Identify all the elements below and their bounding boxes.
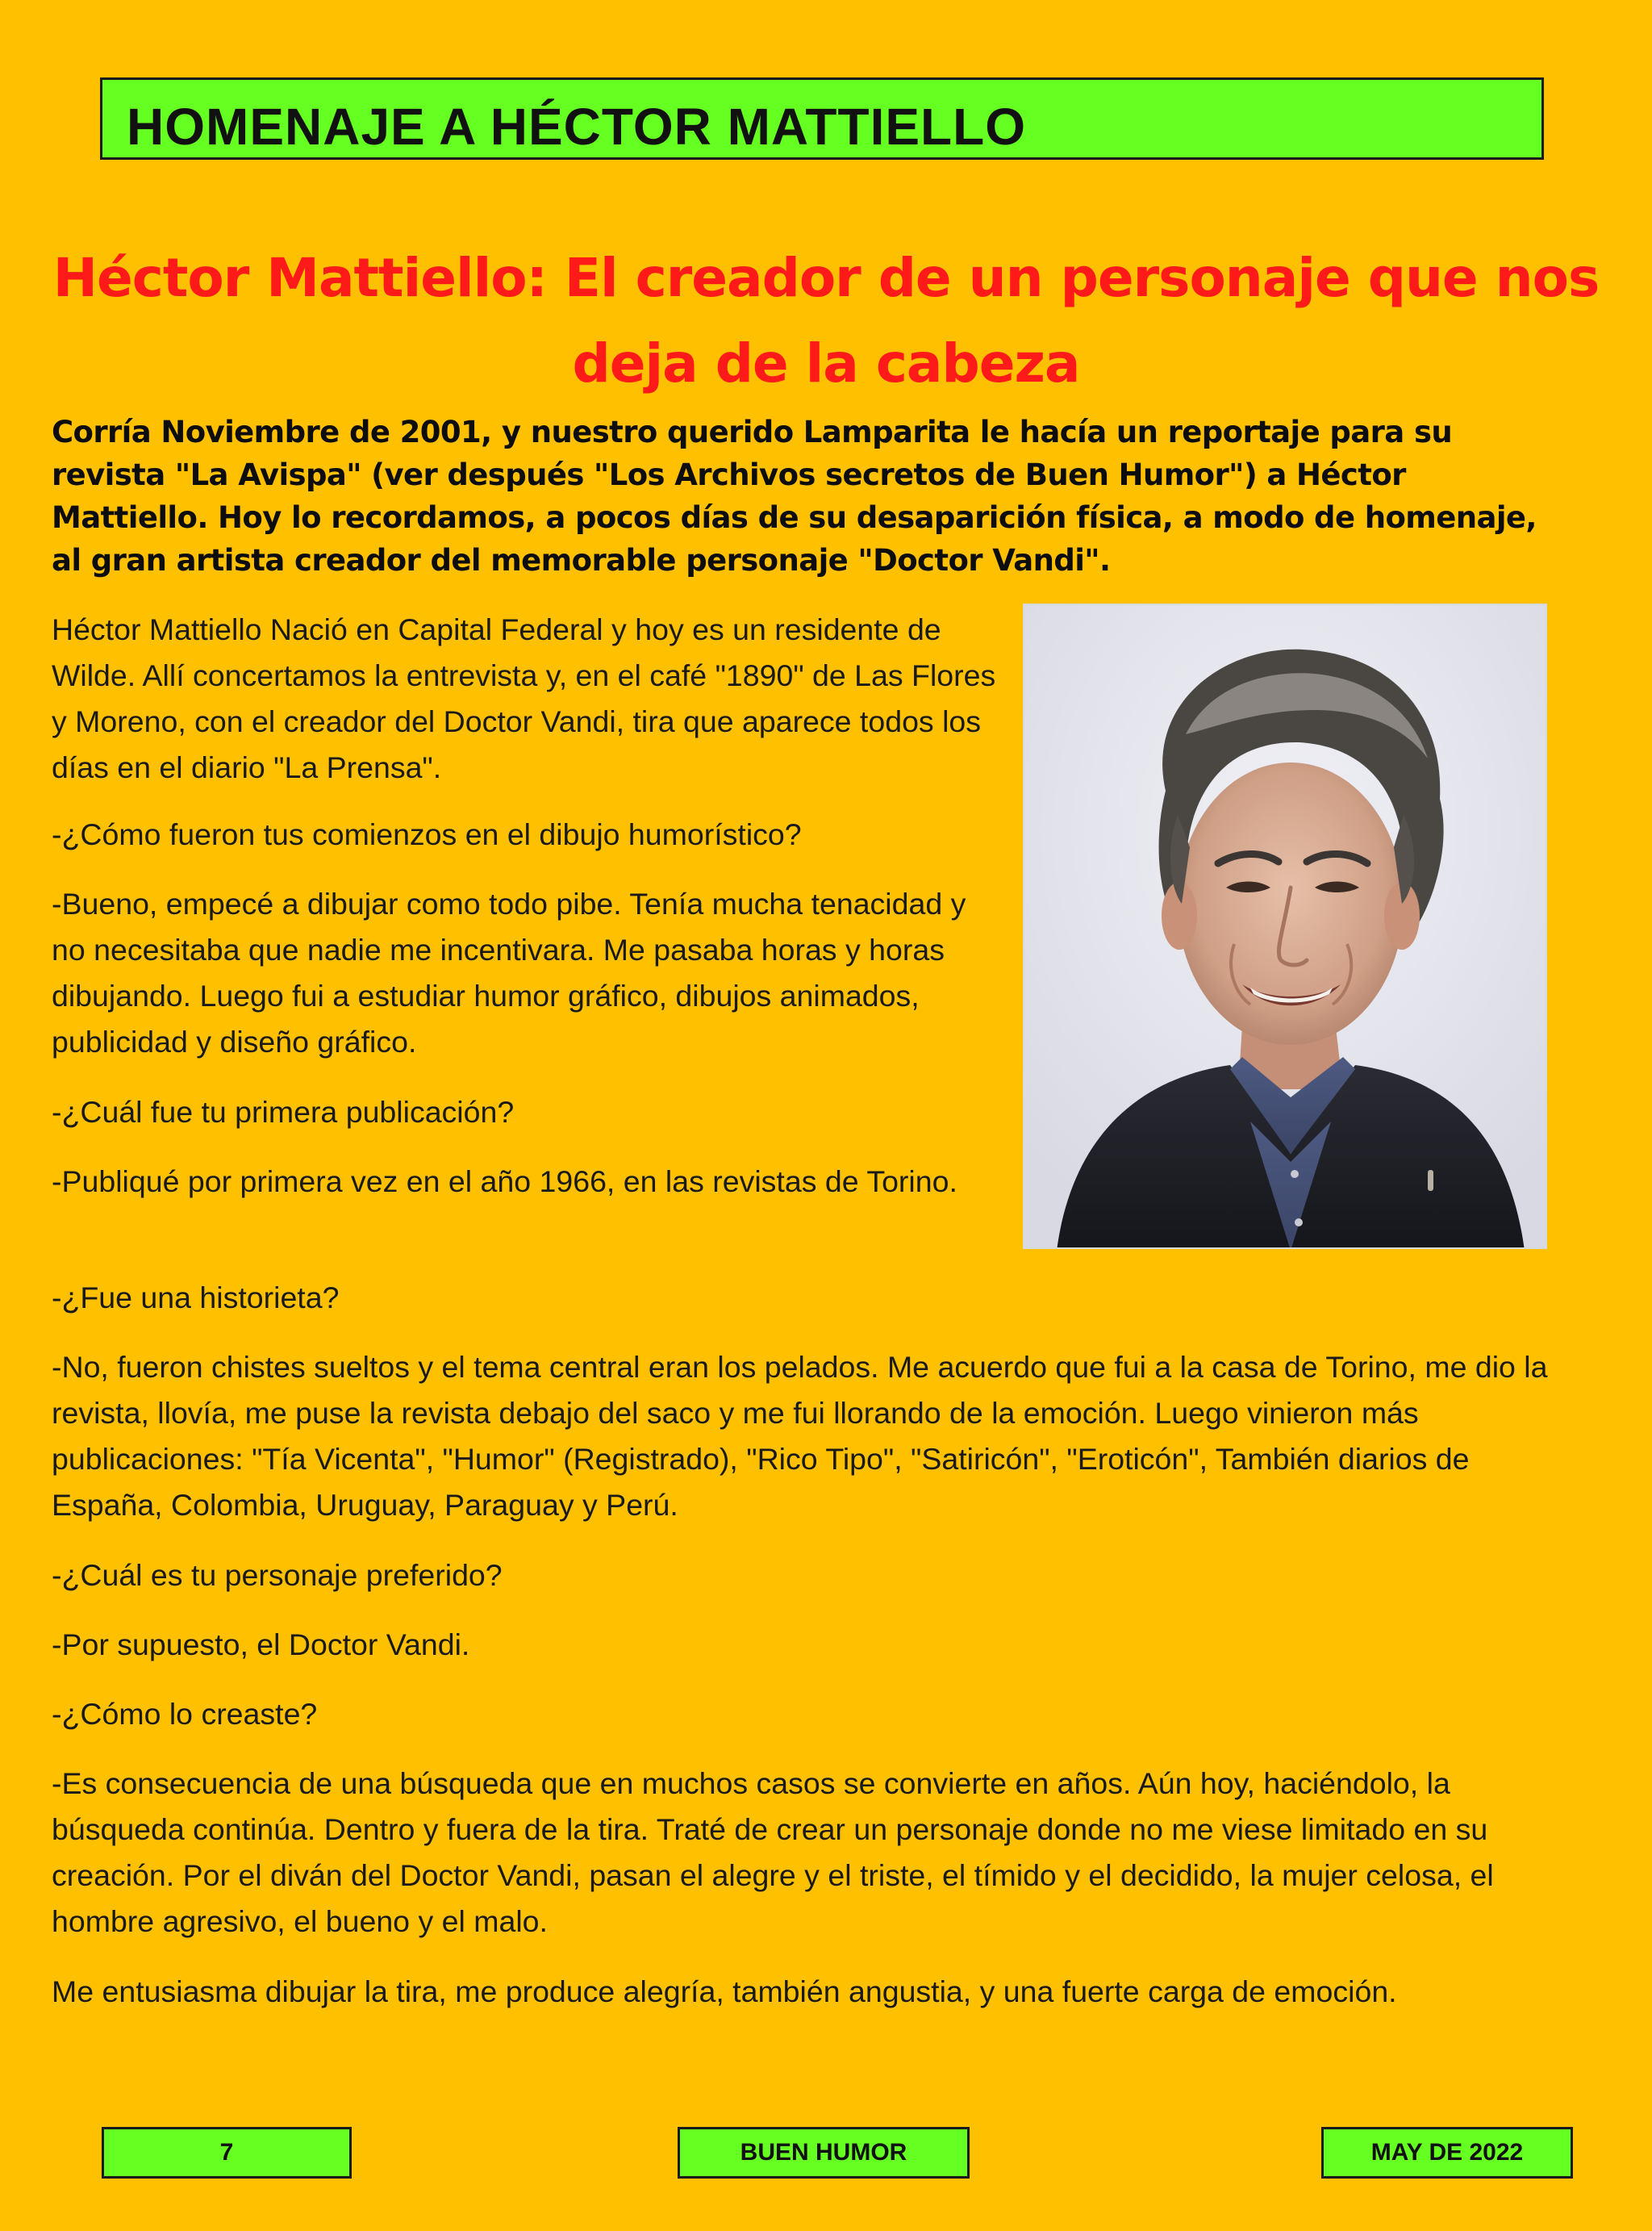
paragraph-closing: Me entusiasma dibujar la tira, me produce alegría, también angustia, y una fuerte carga de emoción. xyxy=(52,1974,1397,2008)
question-historieta: -¿Fue una historieta? xyxy=(52,1281,340,1314)
question-comienzos: -¿Cómo fueron tus comienzos en el dibujo humorístico? xyxy=(52,817,802,851)
section-title: HOMENAJE A HÉCTOR MATTIELLO xyxy=(127,98,1026,156)
footer-publication: BUEN HUMOR xyxy=(678,2127,970,2179)
footer-date: MAY DE 2022 xyxy=(1321,2127,1573,2179)
question-personaje-preferido: -¿Cuál es tu personaje preferido? xyxy=(52,1558,503,1592)
answer-como-creaste: -Es consecuencia de una búsqueda que en muchos casos se convierte en años. Aún hoy, haciéndolo, la búsqueda continúa. Dentro y fuera de la tira. Traté de crear un personaje donde no me viese limitado en su creación. Por el diván del Doctor Vandi, pasan el alegre y el triste, el tímido y el decidido, la mujer celosa, el hombre agresivo, el bueno y el malo. xyxy=(52,1766,1494,1938)
question-primera-publicacion: -¿Cuál fue tu primera publicación? xyxy=(52,1095,515,1129)
footer-page-number: 7 xyxy=(102,2127,352,2179)
article-headline: Héctor Mattiello: El creador de un personaje que nos deja de la cabeza xyxy=(52,247,1600,395)
question-como-creaste: -¿Cómo lo creaste? xyxy=(52,1697,318,1731)
article-lead: Corría Noviembre de 2001, y nuestro querido Lamparita le hacía un reportaje para su revista "La Avispa" (ver después "Los Archivos secretos de Buen Humor") a Héctor Mattiello. Hoy lo recordamos, a pocos días de su desaparición física, a modo de homenaje, al gran artista creador del memorable personaje "Doctor Vandi". xyxy=(52,415,1537,578)
answer-primera-publicacion: -Publiqué por primera vez en el año 1966, en las revistas de Torino. xyxy=(52,1164,957,1198)
answer-comienzos: -Bueno, empecé a dibujar como todo pibe. Tenía mucha tenacidad y no necesitaba que nadie me incentivara. Me pasaba horas y horas dibujando. Luego fui a estudiar humor gráfico, dibujos animados, publicidad y diseño gráfico. xyxy=(52,887,966,1059)
paragraph-intro: Héctor Mattiello Nació en Capital Federal y hoy es un residente de Wilde. Allí concertamos la entrevista y, en el café "1890" de Las Flores y Moreno, con el creador del Doctor Vandi, tira que aparece todos los días en el diario "La Prensa". xyxy=(52,612,996,784)
portrait-photo xyxy=(1023,604,1547,1249)
answer-personaje-preferido: -Por supuesto, el Doctor Vandi. xyxy=(52,1627,470,1661)
section-banner xyxy=(100,77,1544,160)
answer-historieta: -No, fueron chistes sueltos y el tema central eran los pelados. Me acuerdo que fui a la casa de Torino, me dio la revista, llovía, me puse la revista debajo del saco y me fui llorando de la emoción. Luego vinieron más publicaciones: "Tía Vicenta", "Humor" (Registrado), "Rico Tipo", "Satiricón", "Eroticón", También diarios de España, Colombia, Uruguay, Paraguay y Perú. xyxy=(52,1350,1548,1522)
